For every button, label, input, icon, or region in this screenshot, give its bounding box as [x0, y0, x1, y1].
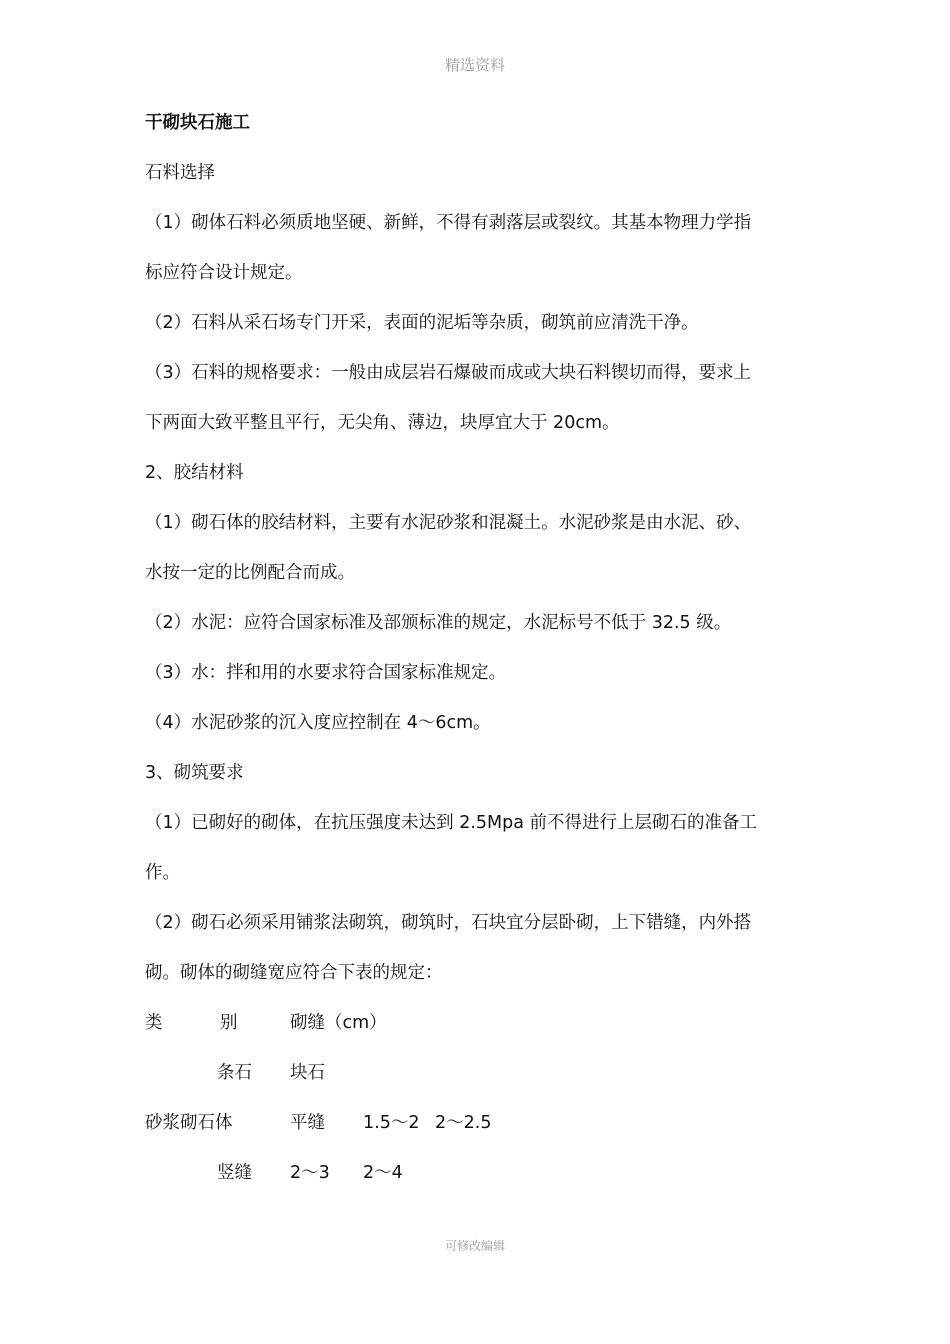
table-header-lei: 类	[145, 1013, 163, 1033]
table-row	[145, 1161, 813, 1185]
table-row-type: 砂浆砌石体	[145, 1113, 233, 1133]
joint-width-table	[145, 1011, 813, 1185]
table-row	[145, 1111, 813, 1135]
paragraph-line: 石料选择	[145, 163, 215, 183]
table-subheader-row	[145, 1061, 813, 1085]
table-cell-kuaishi: 2～4	[363, 1163, 403, 1183]
table-header-row	[145, 1011, 813, 1035]
paragraph-line: （1）砌石体的胶结材料，主要有水泥砂浆和混凝土。水泥砂浆是由水泥、砂、	[145, 513, 752, 533]
paragraph-line: 水按一定的比例配合而成。	[145, 563, 355, 583]
paragraph-line: （2）砌石必须采用铺浆法砌筑，砌筑时，石块宜分层卧砌，上下错缝，内外搭	[145, 913, 752, 933]
paragraph-line: 作。	[145, 863, 180, 883]
table-subheader-tiaoshi: 条石	[217, 1063, 252, 1083]
paragraph-line: 下两面大致平整且平行，无尖角、薄边，块厚宜大于 20cm。	[145, 413, 620, 433]
paragraph-line: （3）水：拌和用的水要求符合国家标准规定。	[145, 663, 507, 683]
paragraph-line: （2）水泥：应符合国家标准及部颁标准的规定，水泥标号不低于 32.5 级。	[145, 613, 732, 633]
paragraph-line: （4）水泥砂浆的沉入度应控制在 4～6cm。	[145, 713, 491, 733]
paragraph-line: 标应符合设计规定。	[145, 263, 303, 283]
paragraph-line: （1）已砌好的砌体，在抗压强度未达到 2.5Mpa 前不得进行上层砌石的准备工	[145, 813, 758, 833]
table-cell-tiaoshi: 1.5～2	[363, 1113, 420, 1133]
paragraph-line: （1）砌体石料必须质地坚硬、新鲜，不得有剥落层或裂纹。其基本物理力学指	[145, 213, 752, 233]
table-cell-tiaoshi: 2～3	[290, 1163, 330, 1183]
paragraph-line: 砌。砌体的砌缝宽应符合下表的规定：	[145, 963, 443, 983]
section-heading: 3、砌筑要求	[145, 763, 244, 783]
table-subheader-kuaishi: 块石	[290, 1063, 325, 1083]
paragraph-line: （3）石料的规格要求：一般由成层岩石爆破而成或大块石料锲切而得，要求上	[145, 363, 752, 383]
table-header-joint: 砌缝（cm）	[290, 1013, 387, 1033]
section-heading: 2、胶结材料	[145, 463, 244, 483]
document-title: 干砌块石施工	[145, 113, 250, 133]
table-header-bie: 别	[220, 1013, 238, 1033]
page-footer: 可修改编辑	[444, 1239, 505, 1253]
paragraph-line: （2）石料从采石场专门开采，表面的泥垢等杂质，砌筑前应清洗干净。	[145, 313, 699, 333]
document-body	[145, 111, 813, 1211]
table-row-label: 平缝	[290, 1113, 325, 1133]
page-header: 精选资料	[444, 56, 505, 74]
table-row-label: 竖缝	[217, 1163, 252, 1183]
table-cell-kuaishi: 2～2.5	[435, 1113, 492, 1133]
